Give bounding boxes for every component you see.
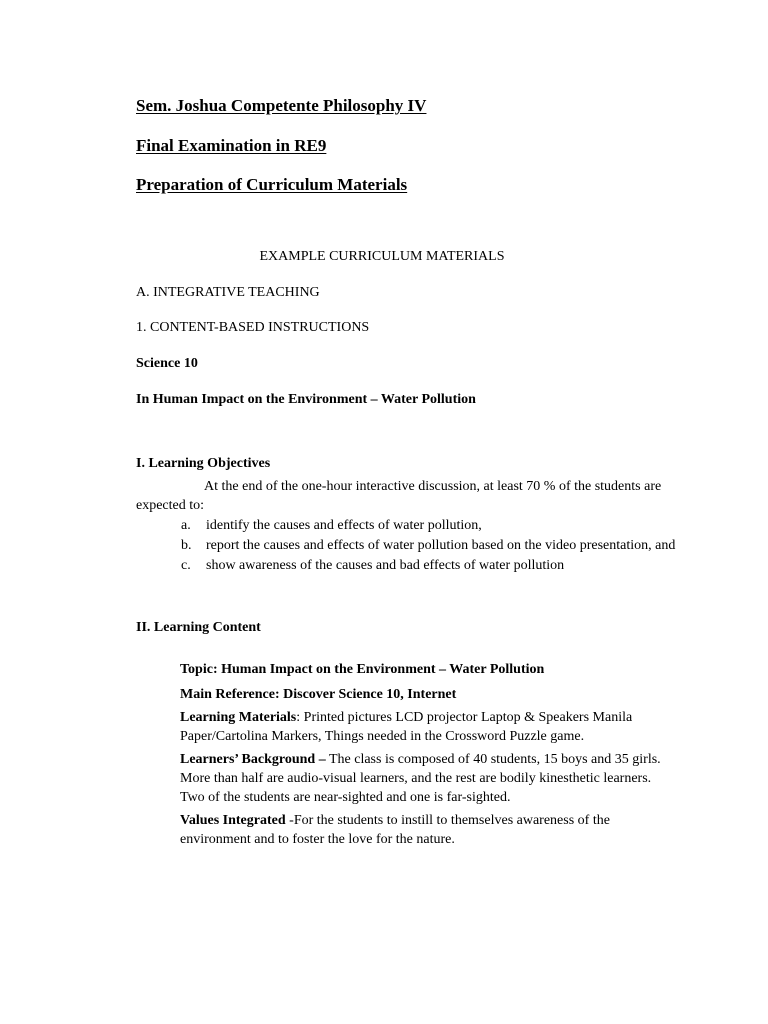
learning-content-block: [180, 660, 670, 853]
list-item-text: report the causes and effects of water pollution based on the video presentation, and: [206, 538, 676, 553]
preparation-line: Preparation of Curriculum Materials: [136, 175, 408, 194]
values-text: -For the students to instill to themselves awareness of the environment and to foster the love for the nature.: [180, 813, 610, 847]
background-label: Learners’ Background –: [180, 752, 326, 767]
content-heading: II. Learning Content: [136, 620, 261, 635]
subject-label: Science 10: [136, 356, 198, 371]
section-content-based: 1. CONTENT-BASED INSTRUCTIONS: [136, 320, 370, 335]
content-topic: Topic: Human Impact on the Environment – Water Pollution: [180, 662, 545, 677]
objectives-block: [136, 477, 676, 575]
section-integrative-teaching: A. INTEGRATIVE TEACHING: [136, 285, 320, 300]
list-item-text: show awareness of the causes and bad effects of water pollution: [206, 558, 565, 573]
topic-heading: In Human Impact on the Environment – Water Pollution: [136, 392, 476, 407]
list-marker: b.: [181, 538, 192, 553]
list-item: [136, 556, 676, 575]
author-line: Sem. Joshua Competente Philosophy IV: [136, 96, 427, 115]
objectives-heading: I. Learning Objectives: [136, 456, 271, 471]
document-title: EXAMPLE CURRICULUM MATERIALS: [259, 249, 505, 264]
materials-label: Learning Materials: [180, 710, 297, 725]
content-reference: Main Reference: Discover Science 10, Internet: [180, 687, 457, 702]
content-background: [180, 750, 670, 807]
content-materials: [180, 708, 670, 746]
list-marker: a.: [181, 518, 191, 533]
content-values: [180, 811, 670, 849]
list-marker: c.: [181, 558, 191, 573]
list-item-text: identify the causes and effects of water pollution,: [206, 518, 482, 533]
exam-line: Final Examination in RE9: [136, 136, 327, 155]
values-label: Values Integrated: [180, 813, 286, 828]
objectives-intro: At the end of the one-hour interactive discussion, at least 70 % of the students are expected to:: [136, 479, 662, 513]
list-item: [136, 536, 676, 555]
materials-text: : Printed pictures LCD projector Laptop & Speakers Manila Paper/Cartolina Markers, Things needed in the Crossword Puzzle game.: [180, 710, 633, 744]
list-item: [136, 516, 676, 535]
background-text: The class is composed of 40 students, 15 boys and 35 girls. More than half are audio-visual learners, and the rest are bodily kinesthetic learners. Two of the students are near-sighted and one is far-sighted.: [180, 752, 661, 805]
